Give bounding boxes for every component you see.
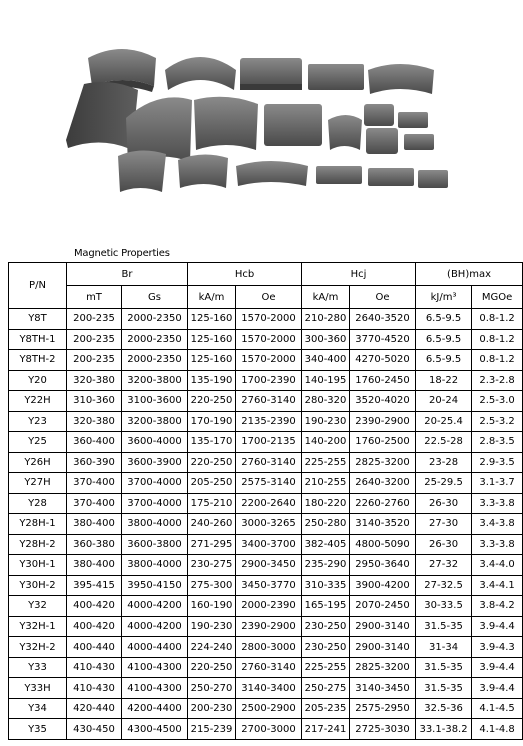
value-cell: 220-250 (188, 657, 236, 678)
value-cell: 180-220 (302, 493, 350, 514)
value-cell: 2.3-2.8 (472, 370, 523, 391)
value-cell: 30-33.5 (416, 596, 472, 617)
part-number-cell: Y28H-1 (9, 514, 67, 535)
value-cell: 250-280 (302, 514, 350, 535)
value-cell: 4100-4300 (122, 657, 188, 678)
value-cell: 217-241 (302, 719, 350, 740)
value-cell: 2640-3200 (350, 473, 416, 494)
value-cell: 410-430 (67, 678, 122, 699)
part-number-cell: Y34 (9, 698, 67, 719)
value-cell: 3.9-4.4 (472, 616, 523, 637)
value-cell: 310-335 (302, 575, 350, 596)
value-cell: 1570-2000 (236, 309, 302, 330)
value-cell: 225-255 (302, 452, 350, 473)
value-cell: 2500-2900 (236, 698, 302, 719)
value-cell: 190-230 (302, 411, 350, 432)
value-cell: 200-235 (67, 329, 122, 350)
value-cell: 1570-2000 (236, 329, 302, 350)
table-row (9, 350, 523, 371)
value-cell: 360-380 (67, 534, 122, 555)
value-cell: 2.5-3.0 (472, 391, 523, 412)
value-cell: 6.5-9.5 (416, 350, 472, 371)
value-cell: 125-160 (188, 309, 236, 330)
value-cell: 26-30 (416, 493, 472, 514)
value-cell: 3600-3900 (122, 452, 188, 473)
value-cell: 400-420 (67, 616, 122, 637)
value-cell: 4.1-4.8 (472, 719, 523, 740)
value-cell: 135-170 (188, 432, 236, 453)
value-cell: 3800-4000 (122, 555, 188, 576)
value-cell: 1570-2000 (236, 350, 302, 371)
value-cell: 140-200 (302, 432, 350, 453)
value-cell: 27-32.5 (416, 575, 472, 596)
value-cell: 210-280 (302, 309, 350, 330)
value-cell: 205-250 (188, 473, 236, 494)
part-number-cell: Y32 (9, 596, 67, 617)
value-cell: 3770-4520 (350, 329, 416, 350)
table-row (9, 493, 523, 514)
value-cell: 3140-3400 (236, 678, 302, 699)
value-cell: 3140-3520 (350, 514, 416, 535)
value-cell: 3.3-3.8 (472, 493, 523, 514)
header-pn: P/N (9, 263, 67, 309)
value-cell: 360-400 (67, 432, 122, 453)
value-cell: 0.8-1.2 (472, 350, 523, 371)
value-cell: 3450-3770 (236, 575, 302, 596)
part-number-cell: Y22H (9, 391, 67, 412)
value-cell: 4000-4200 (122, 616, 188, 637)
value-cell: 190-230 (188, 616, 236, 637)
part-number-cell: Y8TH-2 (9, 350, 67, 371)
value-cell: 230-275 (188, 555, 236, 576)
value-cell: 380-400 (67, 555, 122, 576)
value-cell: 250-270 (188, 678, 236, 699)
unit-header: Gs (122, 286, 188, 309)
part-number-cell: Y32H-2 (9, 637, 67, 658)
table-row (9, 616, 523, 637)
table-row (9, 596, 523, 617)
value-cell: 3.3-3.8 (472, 534, 523, 555)
value-cell: 200-230 (188, 698, 236, 719)
value-cell: 430-450 (67, 719, 122, 740)
value-cell: 200-235 (67, 309, 122, 330)
value-cell: 4270-5020 (350, 350, 416, 371)
value-cell: 420-440 (67, 698, 122, 719)
value-cell: 4100-4300 (122, 678, 188, 699)
table-row (9, 719, 523, 740)
value-cell: 3.9-4.4 (472, 657, 523, 678)
value-cell: 220-250 (188, 452, 236, 473)
value-cell: 4000-4400 (122, 637, 188, 658)
value-cell: 3000-3265 (236, 514, 302, 535)
value-cell: 224-240 (188, 637, 236, 658)
value-cell: 175-210 (188, 493, 236, 514)
value-cell: 3400-3700 (236, 534, 302, 555)
value-cell: 3200-3800 (122, 370, 188, 391)
value-cell: 215-239 (188, 719, 236, 740)
part-number-cell: Y32H-1 (9, 616, 67, 637)
value-cell: 2.5-3.2 (472, 411, 523, 432)
part-number-cell: Y33 (9, 657, 67, 678)
table-row (9, 473, 523, 494)
header-hcb: Hcb (188, 263, 302, 286)
value-cell: 20-25.4 (416, 411, 472, 432)
table-row (9, 555, 523, 576)
value-cell: 3700-4000 (122, 493, 188, 514)
value-cell: 4.1-4.5 (472, 698, 523, 719)
part-number-cell: Y27H (9, 473, 67, 494)
part-number-cell: Y25 (9, 432, 67, 453)
value-cell: 410-430 (67, 657, 122, 678)
value-cell: 320-380 (67, 370, 122, 391)
value-cell: 3.4-4.1 (472, 575, 523, 596)
value-cell: 2900-3140 (350, 616, 416, 637)
value-cell: 3700-4000 (122, 473, 188, 494)
value-cell: 1760-2500 (350, 432, 416, 453)
magnetic-properties-table (8, 262, 523, 740)
value-cell: 2900-3140 (350, 637, 416, 658)
value-cell: 26-30 (416, 534, 472, 555)
part-number-cell: Y28H-2 (9, 534, 67, 555)
value-cell: 23-28 (416, 452, 472, 473)
value-cell: 230-250 (302, 616, 350, 637)
value-cell: 2725-3030 (350, 719, 416, 740)
part-number-cell: Y33H (9, 678, 67, 699)
value-cell: 3100-3600 (122, 391, 188, 412)
magnet-product-photo (0, 0, 510, 238)
part-number-cell: Y35 (9, 719, 67, 740)
value-cell: 3520-4020 (350, 391, 416, 412)
value-cell: 280-320 (302, 391, 350, 412)
value-cell: 340-400 (302, 350, 350, 371)
value-cell: 2260-2760 (350, 493, 416, 514)
value-cell: 1760-2450 (350, 370, 416, 391)
part-number-cell: Y30H-2 (9, 575, 67, 596)
value-cell: 370-400 (67, 493, 122, 514)
value-cell: 3.9-4.3 (472, 637, 523, 658)
value-cell: 31.5-35 (416, 616, 472, 637)
value-cell: 2135-2390 (236, 411, 302, 432)
value-cell: 125-160 (188, 350, 236, 371)
table-row (9, 514, 523, 535)
value-cell: 2070-2450 (350, 596, 416, 617)
value-cell: 1700-2390 (236, 370, 302, 391)
value-cell: 271-295 (188, 534, 236, 555)
value-cell: 0.8-1.2 (472, 329, 523, 350)
value-cell: 250-275 (302, 678, 350, 699)
unit-header: Oe (236, 286, 302, 309)
value-cell: 27-32 (416, 555, 472, 576)
table-row (9, 575, 523, 596)
value-cell: 125-160 (188, 329, 236, 350)
value-cell: 3.9-4.4 (472, 678, 523, 699)
table-row (9, 698, 523, 719)
value-cell: 3950-4150 (122, 575, 188, 596)
value-cell: 2760-3140 (236, 452, 302, 473)
value-cell: 205-235 (302, 698, 350, 719)
value-cell: 2825-3200 (350, 452, 416, 473)
value-cell: 2000-2390 (236, 596, 302, 617)
value-cell: 2575-2950 (350, 698, 416, 719)
value-cell: 4800-5090 (350, 534, 416, 555)
header-br: Br (67, 263, 188, 286)
table-row (9, 370, 523, 391)
value-cell: 3600-4000 (122, 432, 188, 453)
value-cell: 1700-2135 (236, 432, 302, 453)
table-body (9, 309, 523, 740)
value-cell: 3900-4200 (350, 575, 416, 596)
unit-header: Oe (350, 286, 416, 309)
value-cell: 27-30 (416, 514, 472, 535)
value-cell: 2200-2640 (236, 493, 302, 514)
value-cell: 140-195 (302, 370, 350, 391)
part-number-cell: Y20 (9, 370, 67, 391)
table-row (9, 432, 523, 453)
value-cell: 275-300 (188, 575, 236, 596)
value-cell: 170-190 (188, 411, 236, 432)
value-cell: 135-190 (188, 370, 236, 391)
part-number-cell: Y30H-1 (9, 555, 67, 576)
unit-header: mT (67, 286, 122, 309)
value-cell: 310-360 (67, 391, 122, 412)
value-cell: 31.5-35 (416, 657, 472, 678)
part-number-cell: Y23 (9, 411, 67, 432)
value-cell: 3600-3800 (122, 534, 188, 555)
table-row (9, 534, 523, 555)
value-cell: 382-405 (302, 534, 350, 555)
value-cell: 2575-3140 (236, 473, 302, 494)
value-cell: 2800-3000 (236, 637, 302, 658)
value-cell: 3800-4000 (122, 514, 188, 535)
value-cell: 2000-2350 (122, 329, 188, 350)
part-number-cell: Y8TH-1 (9, 329, 67, 350)
value-cell: 370-400 (67, 473, 122, 494)
value-cell: 2900-3450 (236, 555, 302, 576)
value-cell: 400-440 (67, 637, 122, 658)
table-row (9, 657, 523, 678)
value-cell: 31-34 (416, 637, 472, 658)
value-cell: 32.5-36 (416, 698, 472, 719)
value-cell: 0.8-1.2 (472, 309, 523, 330)
value-cell: 200-235 (67, 350, 122, 371)
unit-header: kA/m (302, 286, 350, 309)
value-cell: 3.1-3.7 (472, 473, 523, 494)
header-hcj: Hcj (302, 263, 416, 286)
part-number-cell: Y28 (9, 493, 67, 514)
table-row (9, 637, 523, 658)
table-row (9, 452, 523, 473)
value-cell: 230-250 (302, 637, 350, 658)
value-cell: 2.9-3.5 (472, 452, 523, 473)
value-cell: 220-250 (188, 391, 236, 412)
unit-header: MGOe (472, 286, 523, 309)
header-bhmax: (BH)max (416, 263, 523, 286)
value-cell: 2760-3140 (236, 657, 302, 678)
value-cell: 6.5-9.5 (416, 309, 472, 330)
value-cell: 2700-3000 (236, 719, 302, 740)
table-row (9, 309, 523, 330)
table-row (9, 678, 523, 699)
value-cell: 4000-4200 (122, 596, 188, 617)
value-cell: 300-360 (302, 329, 350, 350)
value-cell: 3140-3450 (350, 678, 416, 699)
value-cell: 2390-2900 (236, 616, 302, 637)
value-cell: 2760-3140 (236, 391, 302, 412)
value-cell: 33.1-38.2 (416, 719, 472, 740)
unit-header: kJ/m³ (416, 286, 472, 309)
value-cell: 2950-3640 (350, 555, 416, 576)
value-cell: 4200-4400 (122, 698, 188, 719)
value-cell: 2390-2900 (350, 411, 416, 432)
table-row (9, 391, 523, 412)
value-cell: 18-22 (416, 370, 472, 391)
value-cell: 210-255 (302, 473, 350, 494)
value-cell: 3200-3800 (122, 411, 188, 432)
value-cell: 225-255 (302, 657, 350, 678)
value-cell: 235-290 (302, 555, 350, 576)
value-cell: 3.4-4.0 (472, 555, 523, 576)
value-cell: 360-390 (67, 452, 122, 473)
value-cell: 320-380 (67, 411, 122, 432)
value-cell: 400-420 (67, 596, 122, 617)
value-cell: 3.8-4.2 (472, 596, 523, 617)
unit-header: kA/m (188, 286, 236, 309)
value-cell: 2640-3520 (350, 309, 416, 330)
value-cell: 31.5-35 (416, 678, 472, 699)
value-cell: 2000-2350 (122, 350, 188, 371)
value-cell: 3.4-3.8 (472, 514, 523, 535)
table-row (9, 411, 523, 432)
part-number-cell: Y26H (9, 452, 67, 473)
value-cell: 4300-4500 (122, 719, 188, 740)
table-row (9, 329, 523, 350)
value-cell: 20-24 (416, 391, 472, 412)
value-cell: 165-195 (302, 596, 350, 617)
value-cell: 240-260 (188, 514, 236, 535)
part-number-cell: Y8T (9, 309, 67, 330)
value-cell: 160-190 (188, 596, 236, 617)
table-caption: Magnetic Properties (74, 248, 170, 259)
value-cell: 2000-2350 (122, 309, 188, 330)
value-cell: 380-400 (67, 514, 122, 535)
value-cell: 2825-3200 (350, 657, 416, 678)
value-cell: 2.8-3.5 (472, 432, 523, 453)
value-cell: 22.5-28 (416, 432, 472, 453)
value-cell: 395-415 (67, 575, 122, 596)
value-cell: 25-29.5 (416, 473, 472, 494)
value-cell: 6.5-9.5 (416, 329, 472, 350)
